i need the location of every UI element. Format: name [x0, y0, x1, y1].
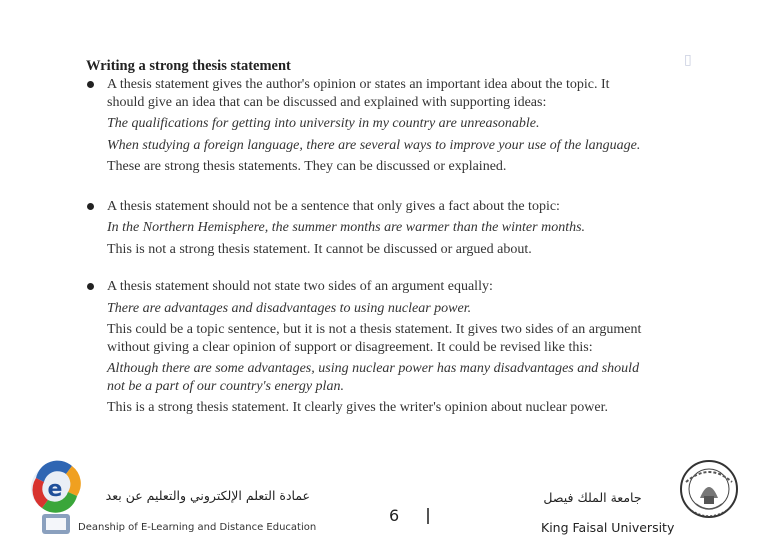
footer-divider [427, 508, 429, 524]
university-english-name: King Faisal University [541, 520, 675, 535]
bullet-dot-icon [87, 283, 94, 290]
explanation-text: This is a strong thesis statement. It clearly gives the writer's opinion about nuclear power. [107, 400, 608, 415]
bullet-text: A thesis statement should not be a sentence that only gives a fact about the topic: [107, 198, 560, 214]
bullet-dot-icon [87, 81, 94, 88]
explanation-text: This could be a topic sentence, but it is not a thesis statement. It gives two sides of an argument without giving a clear opinion of support or disagreement. It could be revised like this: [107, 322, 642, 355]
bullet-dot-icon [87, 203, 94, 210]
section-heading: Writing a strong thesis statement [86, 58, 291, 74]
bullet-text: A thesis statement gives the author's opinion or states an important idea about the topic. It should give an idea that can be discussed and explained with supporting ideas: [107, 77, 610, 110]
thesis-content [86, 76, 646, 417]
explanation-text: These are strong thesis statements. They can be discussed or explained. [107, 159, 507, 174]
deanship-arabic-name: عمادة التعلم الإلكتروني والتعليم عن بعد [105, 488, 310, 503]
bullet-item-3 [86, 278, 646, 417]
example-sentence: There are advantages and disadvantages to using nuclear power. [107, 300, 472, 316]
university-seal-icon [678, 458, 740, 524]
bullet-item-1 [86, 76, 646, 176]
example-sentence: In the Northern Hemisphere, the summer months are warmer than the winter months. [107, 220, 586, 235]
university-arabic-name: جامعة الملك فيصل [543, 490, 642, 505]
deanship-english-name: Deanship of E-Learning and Distance Education [78, 522, 317, 533]
bullet-item-2 [86, 198, 646, 259]
explanation-text: This is not a strong thesis statement. It cannot be discussed or argued about. [107, 241, 532, 257]
bullet-text: A thesis statement should not state two sides of an argument equally: [107, 279, 493, 294]
slide-number: 6 [389, 506, 400, 525]
example-sentence: The qualifications for getting into university in my country are unreasonable. [107, 116, 540, 131]
page-corner-mark-icon: ▯ [684, 52, 692, 68]
example-sentence: When studying a foreign language, there are several ways to improve your use of the language. [107, 137, 641, 153]
svg-text:e: e [47, 477, 63, 502]
example-sentence: Although there are some advantages, using nuclear power has many disadvantages and should not be a part of our country's energy plan. [107, 361, 640, 394]
